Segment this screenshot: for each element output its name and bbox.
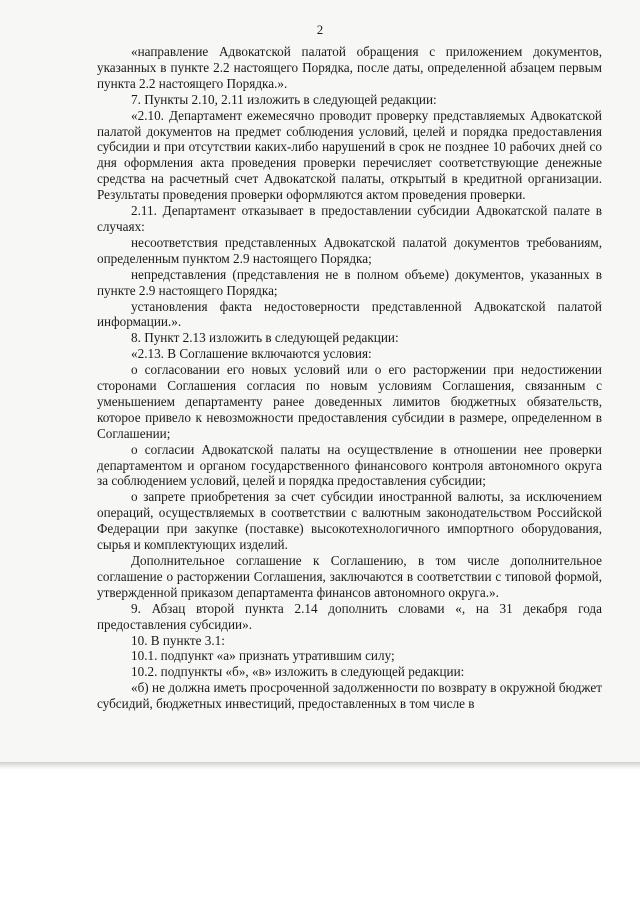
paragraph: «б) не должна иметь просроченной задолженности по возврату в окружной бюджет субсидий, бюджетных инвестиций, предоставленных в том числе в — [97, 680, 602, 712]
page-number: 2 — [316, 22, 324, 37]
paragraph: «направление Адвокатской палатой обращения с приложением документов, указанных в пункте 2.2 настоящего Порядка, после даты, определенной абзацем первым пункта 2.2 настоящего Порядка.». — [97, 44, 602, 91]
paragraph: «2.13. В Соглашение включаются условия: — [131, 346, 372, 362]
paragraph: о запрете приобретения за счет субсидии иностранной валюты, за исключением операций, осуществляемых в соответствии с валютным законодательством Российской Федерации при закупке (поставке) высокотехнологичного импортного оборудования, сырья и комплектующих изделий. — [97, 489, 602, 553]
paragraph: «2.10. Департамент ежемесячно проводит проверку представляемых Адвокатской палатой документов на предмет соблюдения условий, целей и порядка предоставления субсидии и при отсутствии каких-либо нарушений в срок не позднее 10 рабочих дней со дня оформления акта проведения проверки перечисляет соответствующие денежные средства на расчетный счет Адвокатской палаты, открытый в кредитной организации. Результаты проведения проверки оформляются актом проведения проверки. — [97, 107, 602, 203]
paragraph: о согласовании его новых условий или о его расторжении при недостижении сторонами Соглашения согласия по новым условиям Соглашения, связанным с уменьшением департаменту ранее доведенных лимитов бюджетных обязательств, которое привело к невозможности предоставления субсидии в размере, определенном в Соглашении; — [97, 362, 602, 441]
paragraph: 10.1. подпункт «а» признать утратившим силу; — [131, 648, 395, 664]
scan-edge — [0, 762, 640, 770]
paragraph: 7. Пункты 2.10, 2.11 изложить в следующей редакции: — [131, 91, 437, 107]
paragraph: 8. Пункт 2.13 изложить в следующей редакции: — [131, 330, 399, 346]
paragraph: 10.2. подпункты «б», «в» изложить в следующей редакции: — [131, 664, 465, 680]
paragraph: 2.11. Департамент отказывает в предоставлении субсидии Адвокатской палате в случаях: — [97, 203, 602, 234]
paragraph: непредставления (представления не в полном объеме) документов, указанных в пункте 2.9 настоящего Порядка; — [97, 266, 602, 298]
paragraph: 10. В пункте 3.1: — [131, 632, 225, 648]
paragraph: Дополнительное соглашение к Соглашению, в том числе дополнительное соглашение о расторжении Соглашения, заключаются в соответствии с типовой формой, утвержденной приказом департамента финансов автономного округа.». — [97, 553, 602, 600]
paragraph: о согласии Адвокатской палаты на осуществление в отношении нее проверки департаментом и органом государственного финансового контроля автономного округа за соблюдением условий, целей и порядка предоставления субсидии; — [97, 441, 602, 489]
paragraph: установления факта недостоверности представленной Адвокатской палатой информации.». — [97, 298, 602, 330]
paragraph: 9. Абзац второй пункта 2.14 дополнить словами «, на 31 декабря года предоставления субсидии». — [97, 600, 602, 632]
document-body — [97, 44, 602, 712]
paragraph: несоответствия представленных Адвокатской палатой документов требованиям, определенным пунктом 2.9 настоящего Порядка; — [97, 234, 602, 266]
